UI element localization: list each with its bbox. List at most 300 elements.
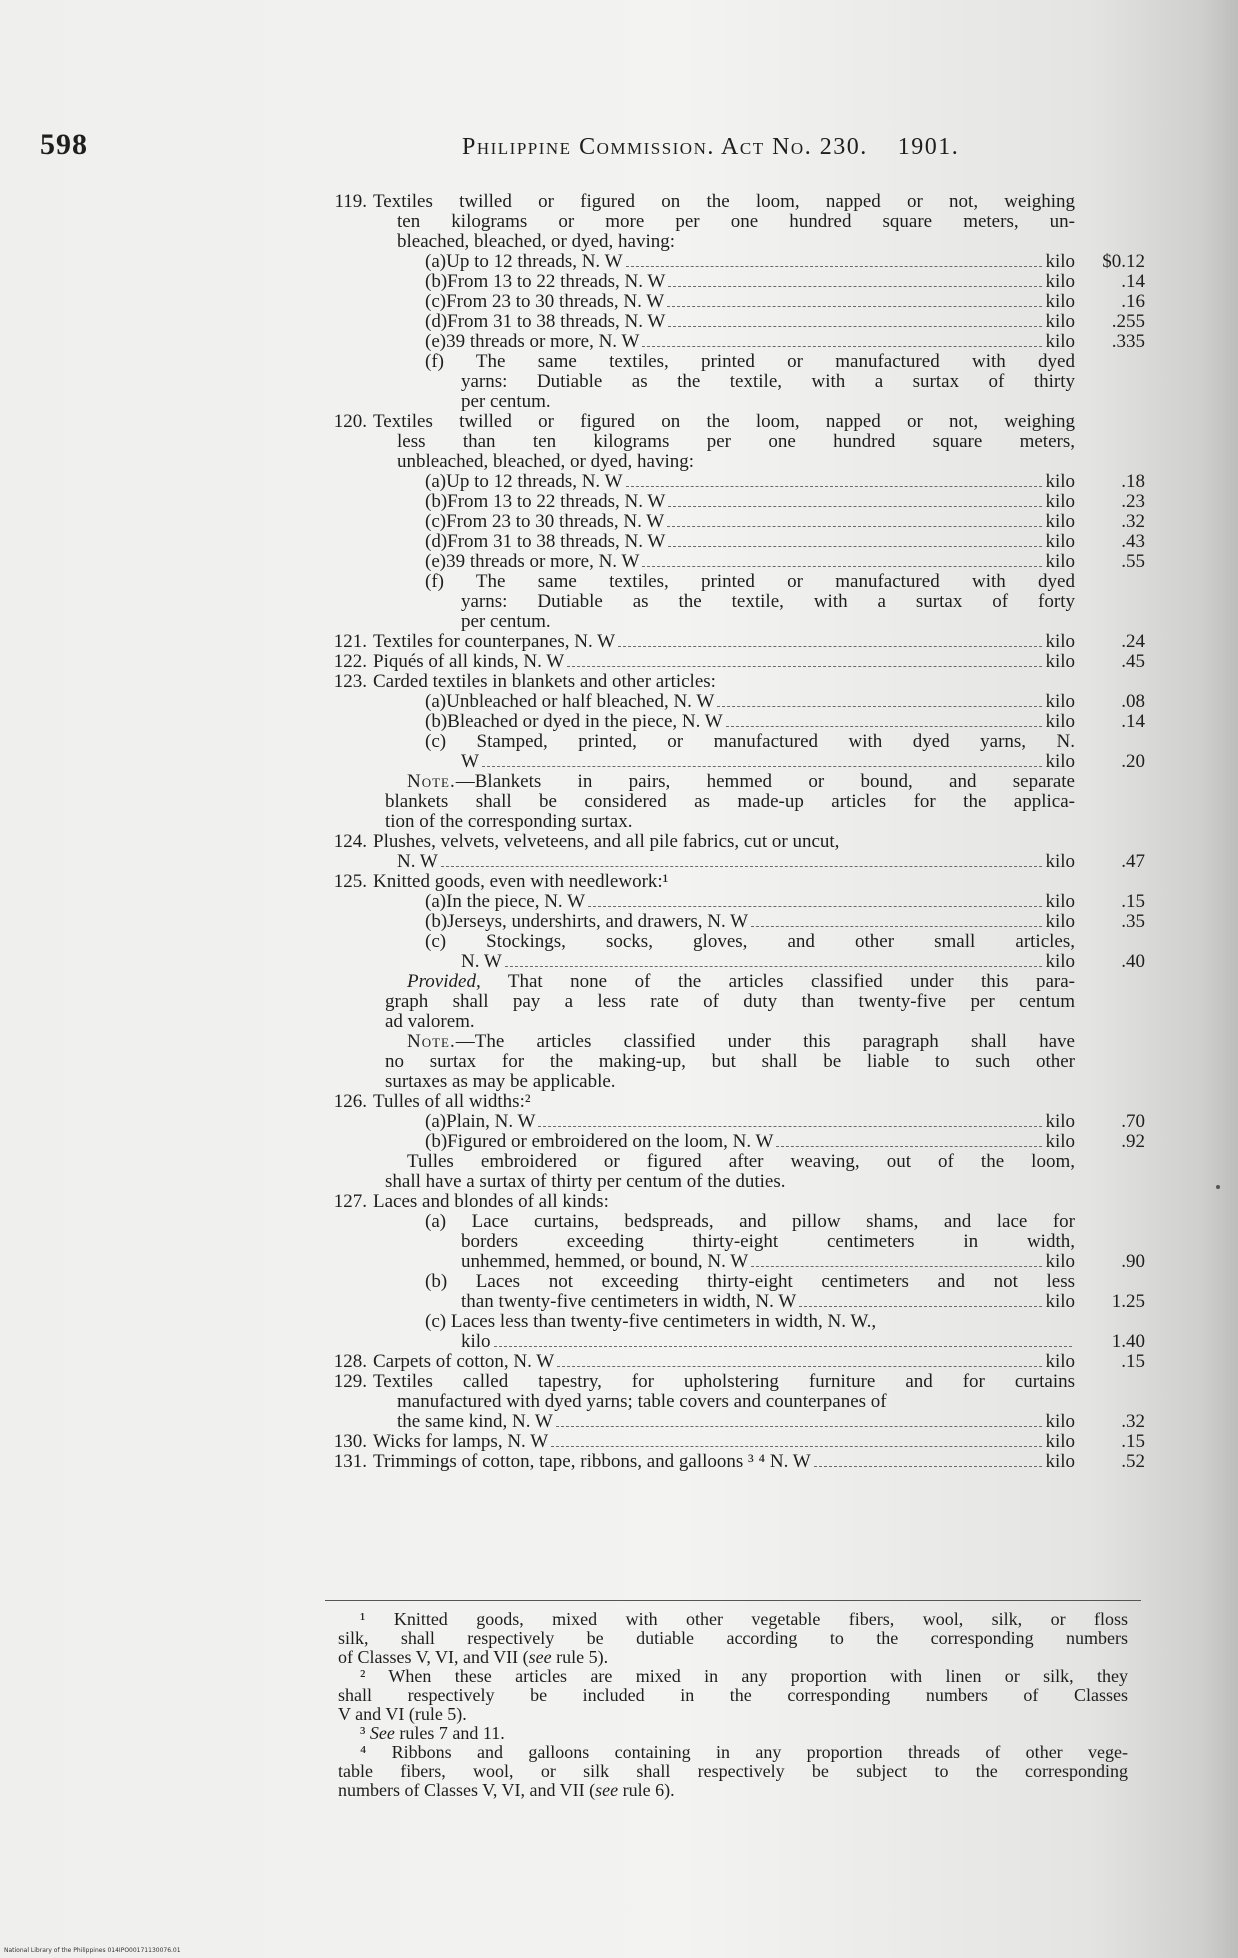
dot-leader — [494, 1346, 1072, 1347]
unit-label: kilo — [1045, 271, 1075, 292]
rate-line — [325, 1432, 1145, 1452]
item-text: Trimmings of cotton, tape, ribbons, and galloons ³ ⁴ N. W — [373, 1451, 811, 1472]
leader-text — [425, 912, 1075, 932]
text-line — [325, 1012, 1145, 1032]
item-number: 129. — [333, 1371, 367, 1392]
item-text: Piqués of all kinds, N. W — [373, 651, 565, 672]
leader-text — [373, 652, 1075, 672]
text-line — [338, 1629, 1128, 1648]
duty-rate: .16 — [1121, 291, 1145, 312]
subitem-text: (c) Stamped, printed, or manufactured with dyed yarns, N. — [425, 731, 1075, 752]
duty-rate: $0.12 — [1102, 251, 1145, 272]
item-text: N. W — [461, 951, 502, 972]
duty-rate: .52 — [1121, 1451, 1145, 1472]
dot-leader — [751, 926, 1042, 927]
subitem-label: (b) — [425, 711, 448, 732]
footnote-text: ¹ Knitted goods, mixed with other vegetable fibers, wool, silk, or floss — [360, 1609, 1128, 1629]
item-text: Textiles for counterpanes, N. W — [373, 631, 616, 652]
item-text: Figured or embroidered on the loom, N. W — [447, 1131, 774, 1152]
running-head — [462, 134, 959, 161]
item-text: Textiles called tapestry, for upholstering furniture and for curtains — [373, 1371, 1075, 1392]
subitem-label: (e) — [425, 551, 447, 572]
item-number: 119. — [334, 191, 367, 212]
unit-label: kilo — [1045, 911, 1075, 932]
subitem-text: (c) Stockings, socks, gloves, and other small articles, — [425, 931, 1075, 952]
item-number: 131. — [333, 1451, 367, 1472]
item-text: Textiles twilled or figured on the loom, napped or not, weighing — [373, 411, 1075, 432]
note-lead: Note. — [407, 1031, 456, 1052]
text-line — [325, 772, 1145, 792]
text-line — [325, 1072, 1145, 1092]
scan-speck — [1216, 1185, 1220, 1189]
text-line — [325, 1192, 1145, 1212]
leader-text — [461, 1292, 1075, 1312]
duty-rate: .15 — [1121, 891, 1145, 912]
duty-rate: .43 — [1121, 531, 1145, 552]
subitem-label: (d) — [425, 531, 448, 552]
item-text: kilo — [461, 1331, 491, 1352]
dot-leader — [567, 666, 1042, 667]
leader-text — [425, 1132, 1075, 1152]
dot-leader — [557, 1366, 1042, 1367]
item-text: Bleached or dyed in the piece, N. W — [447, 711, 723, 732]
note-text: no surtax for the making-up, but shall be liable to such other — [385, 1051, 1075, 1072]
unit-label: kilo — [1045, 851, 1075, 872]
item-text: Unbleached or half bleached, N. W — [446, 691, 715, 712]
footnote-text: ³ See rules 7 and 11. — [360, 1723, 505, 1743]
dot-leader — [668, 286, 1042, 287]
subitem-label: (c) — [425, 291, 447, 312]
dot-leader — [588, 906, 1042, 907]
unit-label: kilo — [1045, 651, 1075, 672]
item-text: the same kind, N. W — [397, 1411, 553, 1432]
unit-label: kilo — [1045, 951, 1075, 972]
leader-text — [373, 1452, 1075, 1472]
duty-rate: .335 — [1111, 331, 1145, 352]
item-text: Carded textiles in blankets and other articles: — [373, 671, 716, 692]
text-line — [325, 232, 1145, 252]
running-head-year: 1901. — [897, 134, 960, 160]
rate-line — [325, 292, 1145, 312]
unit-label: kilo — [1045, 1111, 1075, 1132]
duty-rate: .47 — [1121, 851, 1145, 872]
unit-label: kilo — [1045, 291, 1075, 312]
dot-leader — [668, 506, 1042, 507]
duty-rate: .40 — [1121, 951, 1145, 972]
item-text: Plain, N. W — [446, 1111, 536, 1132]
unit-label: kilo — [1045, 311, 1075, 332]
item-text: 39 threads or more, N. W — [446, 551, 640, 572]
dot-leader — [751, 1266, 1042, 1267]
duty-rate: .08 — [1121, 691, 1145, 712]
unit-label: kilo — [1045, 1351, 1075, 1372]
text-line — [338, 1610, 1128, 1629]
tariff-schedule — [325, 192, 1145, 1472]
remark-text: Tulles embroidered or figured after weaving, out of the loom, — [407, 1151, 1075, 1172]
leader-text — [397, 1412, 1075, 1432]
dot-leader — [626, 266, 1043, 267]
duty-rate: .92 — [1121, 1131, 1145, 1152]
proviso-text: Provided, That none of the articles classified under this para- — [407, 971, 1075, 992]
item-text: unbleached, bleached, or dyed, having: — [397, 451, 695, 472]
text-line — [325, 1272, 1145, 1292]
text-line — [325, 612, 1145, 632]
item-number: 125. — [333, 871, 367, 892]
item-text: From 23 to 30 threads, N. W — [446, 511, 665, 532]
subitem-label: (b) — [425, 491, 448, 512]
text-line — [338, 1667, 1128, 1686]
unit-label: kilo — [1045, 531, 1075, 552]
duty-rate: .32 — [1121, 1411, 1145, 1432]
dot-leader — [642, 566, 1042, 567]
rate-line — [325, 252, 1145, 272]
leader-text — [425, 272, 1075, 292]
text-line — [325, 352, 1145, 372]
text-line — [325, 832, 1145, 852]
leader-text — [425, 512, 1075, 532]
note-text: Note.—The articles classified under this paragraph shall have — [407, 1031, 1075, 1052]
subitem-text: (f) The same textiles, printed or manufactured with dyed — [425, 571, 1075, 592]
subitem-text: per centum. — [461, 391, 551, 412]
text-line — [338, 1686, 1128, 1705]
rate-line — [325, 892, 1145, 912]
item-text: From 13 to 22 threads, N. W — [447, 271, 666, 292]
footnote-text: silk, shall respectively be dutiable according to the corresponding numbers — [338, 1628, 1128, 1648]
text-line — [325, 992, 1145, 1012]
rate-line — [325, 1452, 1145, 1472]
note-text: blankets shall be considered as made-up articles for the applica- — [385, 791, 1075, 812]
item-number: 127. — [333, 1191, 367, 1212]
rate-line — [325, 492, 1145, 512]
dot-leader — [556, 1426, 1043, 1427]
footnote — [338, 1610, 1128, 1667]
tariff-item — [325, 1452, 1145, 1472]
note-lead: Note. — [407, 771, 456, 792]
subitem-label: (a) — [425, 891, 447, 912]
item-text: unhemmed, hemmed, or bound, N. W — [461, 1251, 749, 1272]
text-line — [338, 1705, 1128, 1724]
subitem-label: (a) — [425, 1111, 447, 1132]
item-text: From 31 to 38 threads, N. W — [447, 311, 666, 332]
item-number: 124. — [333, 831, 367, 852]
duty-rate: .45 — [1121, 651, 1145, 672]
see-ref: see — [595, 1780, 619, 1800]
text-line — [325, 192, 1145, 212]
subitem-text: (c) Laces less than twenty-five centimeters in width, N. W., — [425, 1311, 877, 1332]
text-line — [325, 972, 1145, 992]
tariff-item — [325, 1352, 1145, 1372]
item-number: 121. — [333, 631, 367, 652]
rate-line — [325, 912, 1145, 932]
text-line — [325, 812, 1145, 832]
note-text: tion of the corresponding surtax. — [385, 811, 633, 832]
tariff-item — [325, 192, 1145, 412]
footnote-text: ² When these articles are mixed in any proportion with linen or silk, they — [360, 1666, 1128, 1686]
subitem-text: (b) Laces not exceeding thirty-eight centimeters and not less — [425, 1271, 1075, 1292]
subitem-text: (a) Lace curtains, bedspreads, and pillow shams, and lace for — [425, 1211, 1075, 1232]
rate-line — [325, 1352, 1145, 1372]
unit-label: kilo — [1045, 751, 1075, 772]
leader-text — [373, 1352, 1075, 1372]
text-line — [338, 1762, 1128, 1781]
text-line — [325, 372, 1145, 392]
subitem-label: (e) — [425, 331, 447, 352]
dot-leader — [717, 706, 1042, 707]
text-line — [325, 1372, 1145, 1392]
text-line — [325, 392, 1145, 412]
text-line — [338, 1724, 1128, 1743]
dot-leader — [618, 646, 1042, 647]
dot-leader — [668, 326, 1042, 327]
subitem-label: (c) — [425, 511, 447, 532]
item-text: Textiles twilled or figured on the loom, napped or not, weighing — [373, 191, 1075, 212]
subitem-text: (f) The same textiles, printed or manufactured with dyed — [425, 351, 1075, 372]
subitem-text: yarns: Dutiable as the textile, with a surtax of thirty — [461, 371, 1075, 392]
dot-leader — [668, 546, 1042, 547]
duty-rate: 1.25 — [1111, 1291, 1145, 1312]
dot-leader — [482, 766, 1043, 767]
item-text: than twenty-five centimeters in width, N. W — [461, 1291, 797, 1312]
footnote-text: ⁴ Ribbons and galloons containing in any proportion threads of other vege- — [360, 1742, 1128, 1762]
text-line — [338, 1743, 1128, 1762]
leader-text — [373, 1432, 1075, 1452]
unit-label: kilo — [1045, 551, 1075, 572]
unit-label: kilo — [1045, 331, 1075, 352]
item-text: N. W — [397, 851, 438, 872]
unit-label: kilo — [1045, 491, 1075, 512]
rate-line — [325, 1252, 1145, 1272]
duty-rate: .35 — [1121, 911, 1145, 932]
rate-line — [325, 1132, 1145, 1152]
item-text: bleached, bleached, or dyed, having: — [397, 231, 676, 252]
see-ref: See — [369, 1723, 395, 1743]
leader-text — [425, 292, 1075, 312]
subitem-label: (a) — [425, 471, 447, 492]
unit-label: kilo — [1045, 1291, 1075, 1312]
item-text: From 13 to 22 threads, N. W — [447, 491, 666, 512]
item-number: 128. — [333, 1351, 367, 1372]
duty-rate: .70 — [1121, 1111, 1145, 1132]
proviso-text: graph shall pay a less rate of duty than twenty-five per centum — [385, 991, 1075, 1012]
footnotes — [338, 1610, 1128, 1800]
subitem-label: (b) — [425, 1131, 448, 1152]
text-line — [325, 792, 1145, 812]
tariff-item — [325, 652, 1145, 672]
dot-leader — [726, 726, 1043, 727]
leader-text — [461, 1252, 1075, 1272]
dot-leader — [626, 486, 1043, 487]
item-text: W — [461, 751, 479, 772]
duty-rate: .15 — [1121, 1431, 1145, 1452]
leader-text — [425, 472, 1075, 492]
text-line — [325, 1232, 1145, 1252]
text-line — [325, 212, 1145, 232]
text-line — [325, 432, 1145, 452]
item-number: 122. — [333, 651, 367, 672]
page-number: 598 — [40, 128, 88, 161]
dot-leader — [441, 866, 1043, 867]
item-text: Carpets of cotton, N. W — [373, 1351, 555, 1372]
item-text: manufactured with dyed yarns; table covers and counterpanes of — [397, 1391, 887, 1412]
leader-text — [425, 332, 1075, 352]
text-line — [325, 1152, 1145, 1172]
text-line — [338, 1648, 1128, 1667]
footnote-rule — [325, 1600, 1141, 1601]
text-line — [325, 1032, 1145, 1052]
rate-line — [325, 712, 1145, 732]
duty-rate: .14 — [1121, 271, 1145, 292]
text-line — [325, 1212, 1145, 1232]
running-head-title: Philippine Commission. Act No. 230. — [462, 134, 868, 160]
text-line — [325, 1392, 1145, 1412]
subitem-label: (a) — [425, 251, 447, 272]
rate-line — [325, 1332, 1145, 1352]
rate-line — [325, 532, 1145, 552]
footnote-text: shall respectively be included in the corresponding numbers of Classes — [338, 1685, 1128, 1705]
duty-rate: .55 — [1121, 551, 1145, 572]
subitem-text: yarns: Dutiable as the textile, with a surtax of forty — [461, 591, 1075, 612]
leader-text — [461, 952, 1075, 972]
footnote — [338, 1724, 1128, 1743]
subitem-text: per centum. — [461, 611, 551, 632]
item-number: 130. — [333, 1431, 367, 1452]
tariff-item — [325, 1432, 1145, 1452]
dot-leader — [538, 1126, 1042, 1127]
dot-leader — [667, 306, 1042, 307]
text-line — [325, 872, 1145, 892]
duty-rate: .18 — [1121, 471, 1145, 492]
leader-text — [373, 632, 1075, 652]
text-line — [325, 932, 1145, 952]
text-line — [325, 1092, 1145, 1112]
proviso-lead: Provided, — [407, 971, 481, 992]
unit-label: kilo — [1045, 691, 1075, 712]
leader-text — [425, 892, 1075, 912]
text-line — [338, 1781, 1128, 1800]
item-number: 123. — [333, 671, 367, 692]
item-text: From 31 to 38 threads, N. W — [447, 531, 666, 552]
item-text: less than ten kilograms per one hundred square meters, — [397, 431, 1075, 452]
rate-line — [325, 852, 1145, 872]
tariff-item — [325, 832, 1145, 872]
subitem-label: (b) — [425, 271, 448, 292]
item-text: Wicks for lamps, N. W — [373, 1431, 549, 1452]
leader-text — [425, 252, 1075, 272]
dot-leader — [814, 1466, 1043, 1467]
item-text: ten kilograms or more per one hundred square meters, un- — [397, 211, 1075, 232]
duty-rate: .24 — [1121, 631, 1145, 652]
rate-line — [325, 1292, 1145, 1312]
subitem-text: borders exceeding thirty-eight centimeters in width, — [461, 1231, 1075, 1252]
text-line — [325, 672, 1145, 692]
rate-line — [325, 952, 1145, 972]
dot-leader — [505, 966, 1043, 967]
leader-text — [461, 752, 1075, 772]
duty-rate: .20 — [1121, 751, 1145, 772]
rate-line — [325, 272, 1145, 292]
unit-label: kilo — [1045, 1451, 1075, 1472]
rate-line — [325, 632, 1145, 652]
item-text: Up to 12 threads, N. W — [446, 251, 623, 272]
leader-text — [425, 492, 1075, 512]
rate-line — [325, 652, 1145, 672]
dot-leader — [642, 346, 1042, 347]
duty-rate: .23 — [1121, 491, 1145, 512]
tariff-item — [325, 1372, 1145, 1432]
dot-leader — [551, 1446, 1042, 1447]
text-line — [325, 1172, 1145, 1192]
item-text: Jerseys, undershirts, and drawers, N. W — [447, 911, 749, 932]
rate-line — [325, 552, 1145, 572]
note — [325, 1032, 1145, 1092]
rate-line — [325, 512, 1145, 532]
unit-label: kilo — [1045, 251, 1075, 272]
footnote-text: V and VI (rule 5). — [338, 1704, 467, 1724]
text-line — [325, 572, 1145, 592]
text-line — [325, 452, 1145, 472]
duty-rate: .15 — [1121, 1351, 1145, 1372]
duty-rate: .32 — [1121, 511, 1145, 532]
subitem-label: (b) — [425, 911, 448, 932]
subitem-label: (a) — [425, 691, 447, 712]
text-line — [325, 1312, 1145, 1332]
leader-text — [425, 692, 1075, 712]
item-text: Up to 12 threads, N. W — [446, 471, 623, 492]
leader-text — [425, 312, 1075, 332]
duty-rate: 1.40 — [1111, 1331, 1145, 1352]
see-ref: see — [528, 1647, 552, 1667]
item-text: Tulles of all widths:² — [373, 1091, 531, 1112]
scan-footer: National Library of the Philippines 014IPO00171130076.01 — [4, 1947, 181, 1954]
unit-label: kilo — [1045, 511, 1075, 532]
dot-leader — [776, 1146, 1042, 1147]
rate-line — [325, 752, 1145, 772]
tariff-item — [325, 1192, 1145, 1352]
footnote-text: table fibers, wool, or silk shall respectively be subject to the corresponding — [338, 1761, 1128, 1781]
unit-label: kilo — [1045, 891, 1075, 912]
leader-text — [461, 1332, 1075, 1352]
rate-line — [325, 1112, 1145, 1132]
unit-label: kilo — [1045, 1411, 1075, 1432]
item-number: 120. — [333, 411, 367, 432]
item-remark — [325, 1152, 1145, 1192]
leader-text — [425, 712, 1075, 732]
footnote — [338, 1743, 1128, 1800]
rate-line — [325, 1412, 1145, 1432]
unit-label: kilo — [1045, 631, 1075, 652]
leader-text — [425, 552, 1075, 572]
note-text: surtaxes as may be applicable. — [385, 1071, 616, 1092]
item-text: From 23 to 30 threads, N. W — [446, 291, 665, 312]
leader-text — [425, 1112, 1075, 1132]
item-text: Plushes, velvets, velveteens, and all pile fabrics, cut or uncut, — [373, 831, 840, 852]
footnote-text: of Classes V, VI, and VII (see rule 5). — [338, 1647, 609, 1667]
item-text: Knitted goods, even with needlework:¹ — [373, 871, 669, 892]
tariff-item — [325, 632, 1145, 652]
remark-text: shall have a surtax of thirty per centum of the duties. — [385, 1171, 786, 1192]
item-text: Laces and blondes of all kinds: — [373, 1191, 609, 1212]
note — [325, 772, 1145, 832]
duty-rate: .90 — [1121, 1251, 1145, 1272]
footnote — [338, 1667, 1128, 1724]
note-text: Note.—Blankets in pairs, hemmed or bound, and separate — [407, 771, 1075, 792]
dot-leader — [799, 1306, 1042, 1307]
tariff-item — [325, 1092, 1145, 1192]
duty-rate: .255 — [1111, 311, 1145, 332]
leader-text — [425, 532, 1075, 552]
tariff-item — [325, 412, 1145, 632]
unit-label: kilo — [1045, 1431, 1075, 1452]
